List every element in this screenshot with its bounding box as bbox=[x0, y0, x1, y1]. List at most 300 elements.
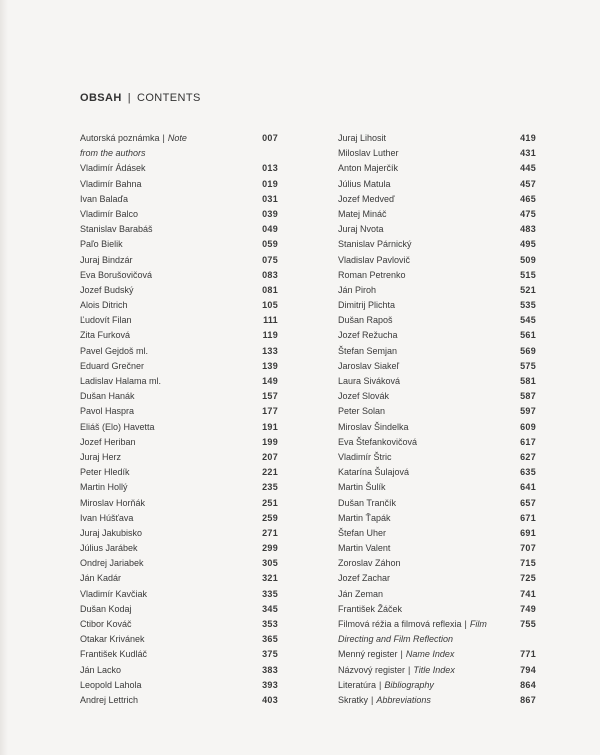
entry-title-primary: Ivan Húšťava bbox=[80, 512, 134, 523]
entry-title bbox=[80, 587, 147, 602]
contents-entry bbox=[80, 268, 278, 283]
contents-entry bbox=[80, 511, 278, 526]
entry-title-english: Name Index bbox=[405, 649, 455, 660]
entry-title bbox=[338, 344, 397, 359]
entry-title bbox=[338, 374, 400, 389]
entry-page-number: 495 bbox=[520, 239, 536, 250]
entry-page-number: 191 bbox=[262, 421, 278, 432]
entry-page-number: 741 bbox=[520, 588, 536, 599]
contents-entry bbox=[338, 420, 536, 435]
entry-title-primary: Laura Siváková bbox=[338, 376, 401, 386]
entry-page-number: 335 bbox=[262, 588, 278, 599]
entry-title bbox=[338, 511, 391, 526]
entry-title bbox=[338, 283, 376, 298]
entry-title-primary: Katarína Šulajová bbox=[338, 467, 410, 478]
entry-page-number: 075 bbox=[262, 254, 278, 265]
entry-title bbox=[338, 131, 386, 146]
entry-title-primary: Dušan Kodaj bbox=[80, 603, 132, 614]
entry-page-number: 259 bbox=[262, 512, 278, 523]
entry-title-primary: Ondrej Jariabek bbox=[80, 558, 144, 569]
entry-title-english: Film bbox=[469, 619, 487, 629]
contents-entry bbox=[80, 480, 278, 495]
entry-title bbox=[338, 161, 398, 176]
entry-page-number: 157 bbox=[262, 391, 278, 402]
entry-title bbox=[80, 465, 130, 480]
entry-title bbox=[338, 222, 384, 237]
contents-entry bbox=[80, 435, 278, 450]
entry-page-number: 419 bbox=[520, 133, 536, 143]
entry-page-number: 627 bbox=[520, 451, 536, 462]
entry-page-number: 445 bbox=[520, 163, 536, 174]
entry-title bbox=[338, 693, 431, 708]
entry-title-primary: Eliáš (Elo) Havetta bbox=[80, 421, 155, 432]
entry-title bbox=[80, 647, 147, 662]
entry-title-primary: Jozef Heriban bbox=[80, 436, 136, 447]
entry-page-number: 431 bbox=[520, 148, 536, 159]
entry-title bbox=[338, 435, 417, 450]
entry-title-primary: František Kudláč bbox=[80, 649, 148, 660]
entry-title-primary: Leopold Lahola bbox=[80, 679, 142, 690]
entry-page-number: 039 bbox=[262, 208, 278, 219]
entry-page-number: 635 bbox=[520, 467, 536, 478]
contents-entry bbox=[80, 222, 278, 237]
entry-title bbox=[338, 207, 387, 222]
contents-entry bbox=[338, 177, 536, 192]
entry-title bbox=[338, 450, 392, 465]
entry-title bbox=[338, 359, 399, 374]
entry-page-number: 545 bbox=[520, 315, 536, 326]
entry-title bbox=[80, 435, 136, 450]
entry-title bbox=[80, 496, 145, 511]
entry-title-primary: Juraj Bindzár bbox=[80, 254, 133, 265]
entry-page-number: 749 bbox=[520, 603, 536, 614]
entry-title bbox=[338, 496, 396, 511]
entry-title-primary: Stanislav Párnický bbox=[338, 239, 412, 250]
entry-page-number: 105 bbox=[262, 300, 278, 311]
contents-entry bbox=[80, 359, 278, 374]
entry-title bbox=[80, 283, 134, 298]
entry-page-number: 365 bbox=[262, 634, 278, 645]
entry-title bbox=[80, 420, 155, 435]
entry-separator: | bbox=[464, 619, 467, 629]
entry-page-number: 657 bbox=[520, 497, 536, 508]
entry-title bbox=[80, 161, 146, 176]
entry-title-english: Title Index bbox=[413, 664, 455, 675]
entry-page-number: 587 bbox=[520, 391, 536, 402]
entry-title-primary: Filmová réžia a filmová reflexia bbox=[338, 619, 462, 629]
entry-page-number: 013 bbox=[262, 163, 278, 174]
entry-title bbox=[338, 647, 454, 662]
contents-entry bbox=[80, 131, 278, 146]
entry-title bbox=[338, 313, 393, 328]
contents-entry bbox=[80, 587, 278, 602]
entry-title-primary: Menný register bbox=[338, 649, 398, 660]
entry-title bbox=[80, 146, 146, 161]
entry-title-primary: Ivan Balaďa bbox=[80, 193, 129, 204]
entry-title-primary: Otakar Krivánek bbox=[80, 634, 145, 645]
entry-title bbox=[338, 526, 386, 541]
title-sub: CONTENTS bbox=[137, 92, 201, 104]
entry-page-number: 771 bbox=[520, 649, 536, 660]
entry-title bbox=[338, 678, 434, 693]
entry-page-number: 031 bbox=[262, 193, 278, 204]
contents-entry bbox=[338, 496, 536, 511]
contents-entry bbox=[80, 571, 278, 586]
entry-title bbox=[80, 541, 138, 556]
entry-page-number: 707 bbox=[520, 543, 536, 554]
contents-entry bbox=[80, 237, 278, 252]
contents-entry bbox=[80, 647, 278, 662]
entry-page-number: 235 bbox=[262, 482, 278, 493]
contents-entry bbox=[338, 207, 536, 222]
contents-entry bbox=[80, 344, 278, 359]
contents-entry bbox=[338, 678, 536, 693]
entry-title-primary: Roman Petrenko bbox=[338, 269, 406, 280]
entry-title-primary: Vladimír Štric bbox=[338, 451, 392, 462]
entry-page-number: 305 bbox=[262, 558, 278, 569]
entry-page-number: 575 bbox=[520, 360, 536, 371]
entry-title bbox=[338, 632, 453, 647]
entry-title-primary: Zita Furková bbox=[80, 330, 131, 341]
entry-title-primary: Peter Solan bbox=[338, 406, 386, 417]
contents-entry bbox=[338, 344, 536, 359]
entry-page-number: 221 bbox=[262, 467, 278, 478]
entry-title bbox=[80, 480, 128, 495]
entry-title bbox=[338, 389, 389, 404]
contents-entry bbox=[338, 313, 536, 328]
entry-title-primary: Vladimír Ádásek bbox=[80, 163, 146, 174]
entry-title-english: Bibliography bbox=[384, 679, 434, 690]
entry-title-primary: Jaroslav Siakeľ bbox=[338, 360, 400, 371]
entry-page-number: 345 bbox=[262, 603, 278, 614]
contents-entry bbox=[80, 617, 278, 632]
entry-title-primary: Juraj Lihosit bbox=[338, 133, 387, 143]
entry-title bbox=[80, 404, 134, 419]
entry-page-number: 199 bbox=[262, 436, 278, 447]
entry-title bbox=[338, 617, 487, 632]
entry-title bbox=[80, 678, 142, 693]
entry-page-number: 521 bbox=[520, 284, 536, 295]
entry-title-primary: Štefan Uher bbox=[338, 527, 387, 538]
entry-title-primary: František Žáček bbox=[338, 603, 403, 614]
entry-title-primary: Autorská poznámka bbox=[80, 133, 160, 143]
entry-page-number: 867 bbox=[520, 694, 536, 705]
page-edge bbox=[0, 0, 8, 755]
entry-separator: | bbox=[408, 664, 411, 675]
entry-page-number: 483 bbox=[520, 224, 536, 235]
contents-entry bbox=[80, 146, 278, 161]
entry-page-number: 457 bbox=[520, 178, 536, 189]
entry-title-primary: Ján Kadár bbox=[80, 573, 122, 584]
contents-entry bbox=[338, 571, 536, 586]
entry-page-number: 383 bbox=[262, 664, 278, 675]
entry-title-primary: Matej Mináč bbox=[338, 208, 387, 219]
entry-page-number: 353 bbox=[262, 619, 278, 629]
contents-entry bbox=[338, 617, 536, 632]
entry-page-number: 515 bbox=[520, 269, 536, 280]
entry-page-number: 019 bbox=[262, 178, 278, 189]
entry-title bbox=[338, 237, 412, 252]
entry-page-number: 794 bbox=[520, 664, 536, 675]
contents-entry bbox=[338, 663, 536, 678]
contents-entry bbox=[80, 496, 278, 511]
contents-entry bbox=[80, 632, 278, 647]
title-main: OBSAH bbox=[80, 92, 122, 104]
contents-entry bbox=[338, 253, 536, 268]
entry-title bbox=[80, 571, 121, 586]
entry-title bbox=[338, 298, 395, 313]
entry-title bbox=[338, 328, 398, 343]
entry-page-number: 007 bbox=[262, 133, 278, 143]
entry-page-number: 641 bbox=[520, 482, 536, 493]
entry-page-number: 755 bbox=[520, 619, 536, 629]
contents-column-right bbox=[338, 131, 536, 708]
entry-page-number: 609 bbox=[520, 421, 536, 432]
entry-title bbox=[338, 177, 391, 192]
entry-title-primary: Martin Hollý bbox=[80, 482, 128, 493]
contents-entry bbox=[338, 465, 536, 480]
entry-title-primary: Jozef Slovák bbox=[338, 391, 390, 402]
entry-title bbox=[338, 465, 409, 480]
entry-title bbox=[338, 404, 385, 419]
entry-title-primary: Ján Zeman bbox=[338, 588, 384, 599]
entry-title-primary: Juraj Nvota bbox=[338, 224, 384, 235]
entry-title bbox=[338, 146, 399, 161]
entry-title-primary: Peter Hledík bbox=[80, 467, 130, 478]
contents-entry bbox=[338, 511, 536, 526]
entry-title-primary: Eva Štefankovičová bbox=[338, 436, 418, 447]
entry-title bbox=[80, 526, 142, 541]
entry-title bbox=[80, 663, 121, 678]
contents-entry bbox=[338, 404, 536, 419]
contents-entry bbox=[338, 389, 536, 404]
contents-entry bbox=[80, 450, 278, 465]
entry-title-primary: Juraj Herz bbox=[80, 451, 122, 462]
entry-title-primary: Dušan Rapoš bbox=[338, 315, 393, 326]
entry-title bbox=[80, 450, 121, 465]
entry-title-primary: Ľudovít Filan bbox=[80, 315, 132, 326]
entry-page-number: 569 bbox=[520, 345, 536, 356]
entry-title bbox=[80, 693, 138, 708]
contents-entry bbox=[80, 298, 278, 313]
contents-entry bbox=[338, 298, 536, 313]
entry-title bbox=[80, 253, 133, 268]
contents-entry bbox=[80, 283, 278, 298]
entry-page-number: 725 bbox=[520, 573, 536, 584]
contents-entry bbox=[80, 526, 278, 541]
contents-entry bbox=[338, 541, 536, 556]
entry-page-number: 691 bbox=[520, 527, 536, 538]
entry-title bbox=[338, 663, 455, 678]
entry-title-primary: Andrej Lettrich bbox=[80, 694, 139, 705]
entry-title bbox=[80, 222, 153, 237]
entry-title-primary: Ján Piroh bbox=[338, 284, 377, 295]
contents-column-left bbox=[80, 131, 278, 708]
entry-page-number: 111 bbox=[263, 315, 278, 326]
entry-title-primary: Eduard Grečner bbox=[80, 360, 145, 371]
entry-title bbox=[338, 571, 390, 586]
contents-entry bbox=[338, 222, 536, 237]
entry-title bbox=[80, 617, 132, 632]
entry-page-number: 081 bbox=[262, 284, 278, 295]
entry-page-number: 535 bbox=[520, 300, 536, 311]
contents-entry bbox=[338, 237, 536, 252]
entry-page-number: 581 bbox=[520, 376, 536, 386]
entry-title-primary: Miloslav Luther bbox=[338, 148, 399, 159]
entry-title-primary: Vladislav Pavlovič bbox=[338, 254, 411, 265]
entry-title-primary: Martin Šulík bbox=[338, 482, 386, 493]
entry-title-english: Abbreviations bbox=[376, 694, 431, 705]
contents-entry bbox=[338, 587, 536, 602]
entry-page-number: 133 bbox=[262, 345, 278, 356]
contents-entry bbox=[338, 359, 536, 374]
entry-page-number: 059 bbox=[262, 239, 278, 250]
entry-title-primary: Vladimír Balco bbox=[80, 208, 139, 219]
contents-entry bbox=[80, 404, 278, 419]
entry-title-primary: Paľo Bielik bbox=[80, 239, 123, 250]
entry-page-number: 509 bbox=[520, 254, 536, 265]
contents-entry bbox=[80, 678, 278, 693]
contents-entry bbox=[338, 602, 536, 617]
contents-entry bbox=[338, 161, 536, 176]
entry-page-number: 597 bbox=[520, 406, 536, 417]
entry-title bbox=[80, 192, 128, 207]
entry-page-number: 139 bbox=[262, 360, 278, 371]
contents-entry bbox=[80, 253, 278, 268]
contents-entry bbox=[338, 374, 536, 389]
contents-entry bbox=[338, 556, 536, 571]
entry-title bbox=[338, 192, 395, 207]
entry-page-number: 403 bbox=[262, 694, 278, 705]
entry-separator: | bbox=[371, 694, 374, 705]
contents-entry bbox=[80, 328, 278, 343]
contents-entry bbox=[80, 207, 278, 222]
entry-title-english: Directing and Film Reflection bbox=[338, 634, 454, 645]
entry-page-number: 271 bbox=[262, 527, 278, 538]
entry-page-number: 393 bbox=[262, 679, 278, 690]
entry-page-number: 617 bbox=[520, 436, 536, 447]
entry-page-number: 561 bbox=[520, 330, 536, 341]
entry-title-english: from the authors bbox=[80, 148, 146, 159]
entry-separator: | bbox=[379, 679, 382, 690]
contents-entry bbox=[80, 663, 278, 678]
entry-separator: | bbox=[162, 133, 165, 143]
entry-title bbox=[80, 313, 132, 328]
entry-separator: | bbox=[400, 649, 403, 660]
contents-entry bbox=[80, 602, 278, 617]
contents-entry bbox=[338, 268, 536, 283]
entry-title bbox=[338, 420, 409, 435]
contents-entry bbox=[338, 526, 536, 541]
entry-title bbox=[338, 268, 406, 283]
entry-title bbox=[80, 511, 133, 526]
entry-title-primary: Miroslav Šindelka bbox=[338, 421, 409, 432]
contents-entry bbox=[338, 480, 536, 495]
entry-title-primary: Stanislav Barabáš bbox=[80, 224, 153, 235]
entry-page-number: 321 bbox=[262, 573, 278, 584]
entry-title-primary: Názvový register bbox=[338, 664, 406, 675]
contents-entry bbox=[338, 146, 536, 161]
entry-title-primary: Eva Borušovičová bbox=[80, 269, 153, 280]
entry-title-primary: Dimitrij Plichta bbox=[338, 300, 396, 311]
entry-title bbox=[80, 131, 187, 146]
entry-title-primary: Vladimír Bahna bbox=[80, 178, 142, 189]
entry-page-number: 299 bbox=[262, 543, 278, 554]
entry-title bbox=[80, 602, 132, 617]
contents-entry bbox=[338, 693, 536, 708]
entry-page-number: 671 bbox=[520, 512, 536, 523]
entry-title-primary: Ján Lacko bbox=[80, 664, 122, 675]
entry-title-primary: Ladislav Halama ml. bbox=[80, 376, 162, 386]
entry-title-primary: Skratky bbox=[338, 694, 369, 705]
contents-entry bbox=[338, 435, 536, 450]
contents-entry bbox=[338, 192, 536, 207]
entry-title bbox=[80, 344, 148, 359]
entry-title bbox=[80, 556, 144, 571]
entry-title bbox=[80, 298, 128, 313]
entry-title-primary: Jozef Zachar bbox=[338, 573, 391, 584]
entry-title bbox=[338, 480, 386, 495]
entry-title bbox=[80, 359, 144, 374]
contents-entry bbox=[80, 313, 278, 328]
entry-page-number: 375 bbox=[262, 649, 278, 660]
entry-title-primary: Jozef Režucha bbox=[338, 330, 398, 341]
title-separator: | bbox=[127, 92, 131, 104]
entry-title bbox=[338, 541, 390, 556]
entry-title-primary: Vladimír Kavčiak bbox=[80, 588, 148, 599]
entry-title bbox=[80, 237, 123, 252]
contents-entry bbox=[80, 177, 278, 192]
entry-title bbox=[80, 177, 142, 192]
entry-page-number: 177 bbox=[262, 406, 278, 417]
entry-title bbox=[80, 268, 152, 283]
contents-entry bbox=[338, 283, 536, 298]
entry-title-primary: Zoroslav Záhon bbox=[338, 558, 401, 569]
entry-title bbox=[338, 587, 383, 602]
entry-title-primary: Literatúra bbox=[338, 679, 377, 690]
entry-page-number: 475 bbox=[520, 208, 536, 219]
contents-entry bbox=[338, 131, 536, 146]
contents-entry bbox=[80, 693, 278, 708]
contents-entry bbox=[80, 161, 278, 176]
entry-page-number: 083 bbox=[262, 269, 278, 280]
entry-title-primary: Pavol Haspra bbox=[80, 406, 135, 417]
entry-page-number: 207 bbox=[262, 451, 278, 462]
page-title bbox=[80, 92, 201, 104]
entry-title bbox=[80, 207, 138, 222]
entry-title bbox=[80, 374, 161, 389]
contents-entry bbox=[80, 541, 278, 556]
entry-title-primary: Július Matula bbox=[338, 178, 391, 189]
contents-entry bbox=[80, 192, 278, 207]
entry-title-primary: Július Jarábek bbox=[80, 543, 138, 554]
entry-title-english: Note bbox=[167, 133, 187, 143]
contents-entry bbox=[338, 328, 536, 343]
entry-title-primary: Alois Ditrich bbox=[80, 300, 128, 311]
contents-entry bbox=[338, 632, 536, 647]
contents-entry bbox=[80, 465, 278, 480]
contents-entry bbox=[80, 556, 278, 571]
entry-title bbox=[338, 253, 410, 268]
entry-title-primary: Štefan Semjan bbox=[338, 345, 398, 356]
entry-title-primary: Pavel Gejdoš ml. bbox=[80, 345, 149, 356]
entry-title bbox=[338, 602, 402, 617]
contents-entry bbox=[338, 450, 536, 465]
entry-page-number: 715 bbox=[520, 558, 536, 569]
entry-title bbox=[338, 556, 401, 571]
entry-title-primary: Dušan Hanák bbox=[80, 391, 135, 402]
entry-title-primary: Anton Majerčík bbox=[338, 163, 399, 174]
